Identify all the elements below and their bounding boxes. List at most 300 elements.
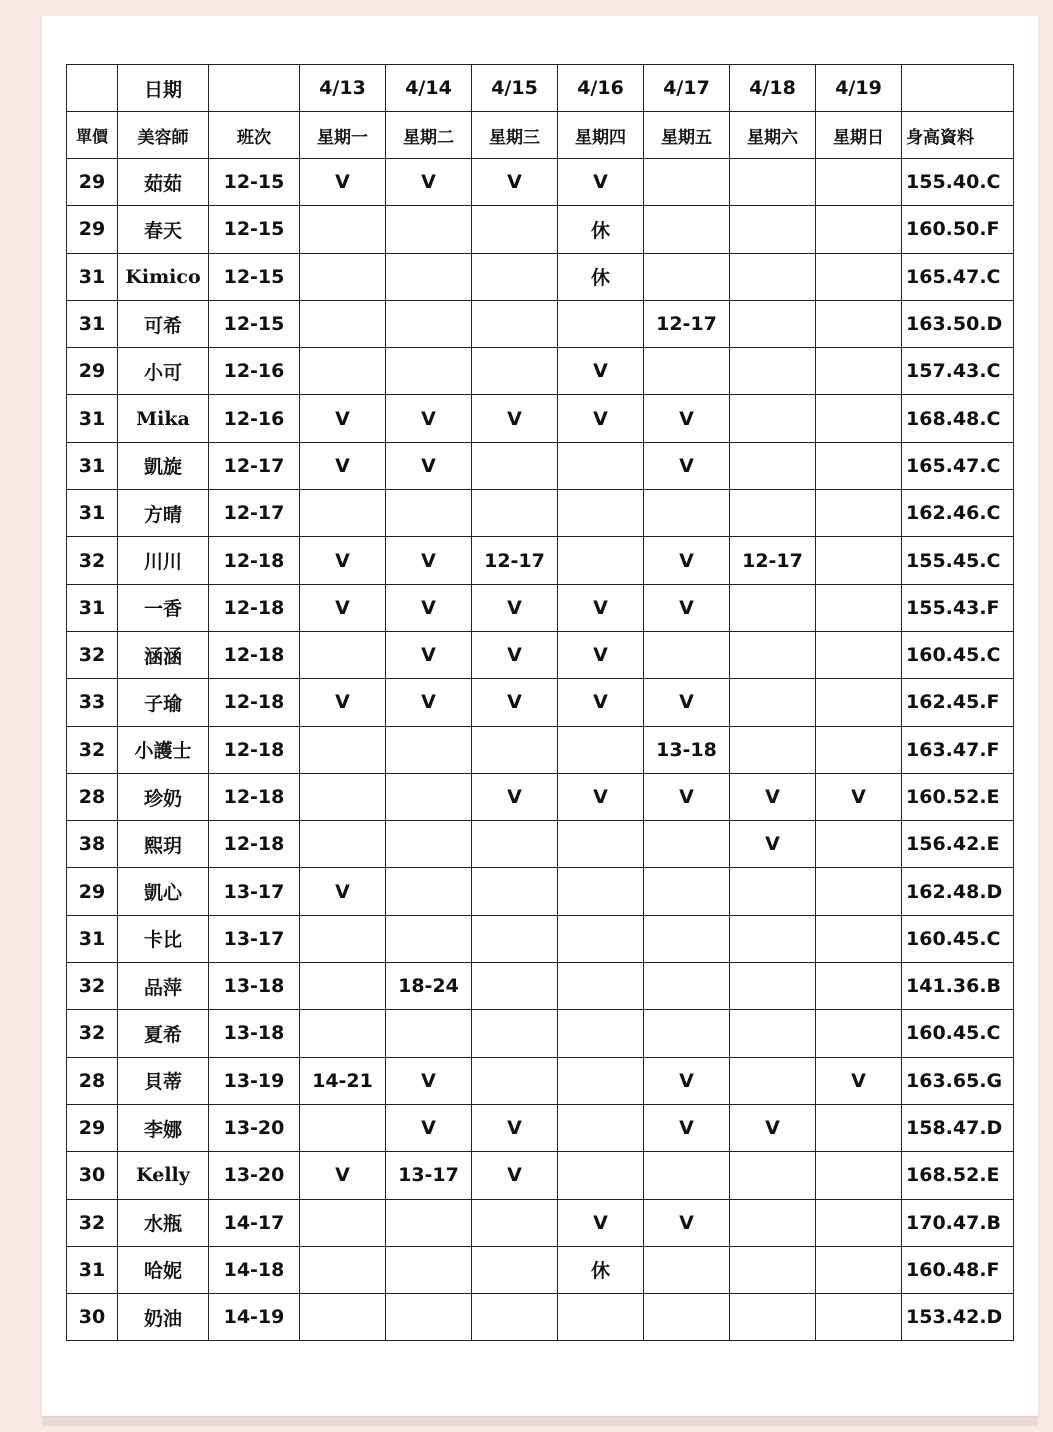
table-row	[67, 1294, 1014, 1341]
day-cell	[816, 348, 902, 395]
day-cell	[472, 490, 558, 537]
day-cell: V	[300, 159, 386, 206]
day-cell	[816, 395, 902, 442]
header-blank-cell	[902, 65, 1014, 112]
day-cell	[558, 490, 644, 537]
table-row	[67, 1199, 1014, 1246]
stylist-name-cell: Kelly	[118, 1152, 209, 1199]
day-cell	[730, 726, 816, 773]
day-cell	[386, 726, 472, 773]
stylist-name-cell: 可希	[118, 300, 209, 347]
day-cell	[644, 490, 730, 537]
day-cell	[730, 868, 816, 915]
day-cell: V	[644, 537, 730, 584]
day-cell: V	[644, 773, 730, 820]
day-cell	[300, 490, 386, 537]
date-header-saturday: 4/18	[730, 65, 816, 112]
day-cell	[730, 300, 816, 347]
price-cell: 29	[67, 206, 118, 253]
day-cell: V	[472, 584, 558, 631]
day-cell	[816, 679, 902, 726]
day-cell: 13-18	[644, 726, 730, 773]
day-cell: V	[472, 1152, 558, 1199]
day-cell: V	[472, 631, 558, 678]
day-cell	[300, 1246, 386, 1293]
day-cell	[386, 348, 472, 395]
day-cell	[300, 348, 386, 395]
day-cell: V	[558, 348, 644, 395]
height-cell: 158.47.D	[902, 1104, 1014, 1151]
day-cell	[730, 584, 816, 631]
day-cell	[472, 1010, 558, 1057]
date-header-sunday: 4/19	[816, 65, 902, 112]
shift-cell: 12-18	[209, 679, 300, 726]
day-cell	[730, 253, 816, 300]
day-cell	[644, 915, 730, 962]
table-row	[67, 206, 1014, 253]
height-cell: 162.45.F	[902, 679, 1014, 726]
day-cell	[386, 1199, 472, 1246]
day-cell	[644, 1246, 730, 1293]
stylist-name-cell: 茹茹	[118, 159, 209, 206]
price-cell: 31	[67, 253, 118, 300]
day-cell	[644, 206, 730, 253]
day-cell	[472, 821, 558, 868]
height-cell: 168.52.E	[902, 1152, 1014, 1199]
height-cell: 155.43.F	[902, 584, 1014, 631]
stylist-name-cell: 一香	[118, 584, 209, 631]
table-row	[67, 915, 1014, 962]
day-cell: V	[730, 821, 816, 868]
day-cell: V	[300, 442, 386, 489]
price-cell: 29	[67, 348, 118, 395]
day-cell: V	[644, 1199, 730, 1246]
date-header: 4/13	[300, 65, 386, 112]
price-cell: 29	[67, 1104, 118, 1151]
day-cell: V	[644, 679, 730, 726]
day-cell	[816, 584, 902, 631]
day-cell: V	[558, 395, 644, 442]
day-cell	[300, 1294, 386, 1341]
day-cell: V	[300, 868, 386, 915]
date-header: 4/15	[472, 65, 558, 112]
price-cell: 31	[67, 584, 118, 631]
day-cell: V	[558, 584, 644, 631]
day-cell	[644, 1294, 730, 1341]
day-cell: V	[386, 395, 472, 442]
height-cell: 168.48.C	[902, 395, 1014, 442]
header-blank-cell	[209, 65, 300, 112]
day-cell: V	[472, 395, 558, 442]
date-label: 日期	[118, 65, 209, 112]
day-cell	[816, 915, 902, 962]
table-row	[67, 1057, 1014, 1104]
day-cell: 14-21	[300, 1057, 386, 1104]
day-cell	[730, 1152, 816, 1199]
weekday-header-saturday: 星期六	[730, 112, 816, 159]
height-header: 身高資料	[902, 112, 1014, 159]
stylist-name-cell: 李娜	[118, 1104, 209, 1151]
height-cell: 155.40.C	[902, 159, 1014, 206]
date-header: 4/14	[386, 65, 472, 112]
day-cell	[386, 490, 472, 537]
day-cell	[472, 868, 558, 915]
day-cell	[300, 1010, 386, 1057]
table-row	[67, 395, 1014, 442]
day-cell	[816, 253, 902, 300]
table-row	[67, 773, 1014, 820]
day-cell	[816, 726, 902, 773]
height-cell: 160.50.F	[902, 206, 1014, 253]
day-cell	[386, 821, 472, 868]
day-cell	[472, 1294, 558, 1341]
schedule-body	[67, 65, 1014, 1341]
height-cell: 163.47.F	[902, 726, 1014, 773]
shift-cell: 13-20	[209, 1152, 300, 1199]
shift-cell: 12-15	[209, 300, 300, 347]
weekday-header: 星期五	[644, 112, 730, 159]
price-cell: 32	[67, 1199, 118, 1246]
shift-cell: 12-18	[209, 631, 300, 678]
height-cell: 163.65.G	[902, 1057, 1014, 1104]
day-cell	[472, 300, 558, 347]
price-cell: 30	[67, 1152, 118, 1199]
day-cell	[558, 726, 644, 773]
price-cell: 32	[67, 537, 118, 584]
day-cell	[816, 1104, 902, 1151]
stylist-name-cell: 凱心	[118, 868, 209, 915]
day-cell: V	[558, 773, 644, 820]
day-cell	[472, 963, 558, 1010]
height-cell: 162.46.C	[902, 490, 1014, 537]
price-cell: 31	[67, 300, 118, 347]
price-cell: 30	[67, 1294, 118, 1341]
height-cell: 160.45.C	[902, 1010, 1014, 1057]
day-cell	[558, 915, 644, 962]
table-row	[67, 348, 1014, 395]
day-cell	[558, 1104, 644, 1151]
day-cell	[386, 1246, 472, 1293]
stylist-name-cell: 熙玥	[118, 821, 209, 868]
day-cell	[816, 1246, 902, 1293]
day-cell	[816, 442, 902, 489]
day-cell: 12-17	[644, 300, 730, 347]
schedule-table	[66, 64, 1014, 1341]
stylist-name-cell: 品萍	[118, 963, 209, 1010]
day-cell	[300, 1199, 386, 1246]
day-cell: V	[472, 679, 558, 726]
day-cell	[300, 821, 386, 868]
height-cell: 156.42.E	[902, 821, 1014, 868]
table-row	[67, 1010, 1014, 1057]
day-cell: V	[816, 773, 902, 820]
shift-header: 班次	[209, 112, 300, 159]
day-cell: V	[644, 395, 730, 442]
weekday-header-row	[67, 112, 1014, 159]
day-cell	[386, 773, 472, 820]
day-cell	[644, 963, 730, 1010]
day-cell	[816, 1199, 902, 1246]
table-row	[67, 631, 1014, 678]
table-row	[67, 490, 1014, 537]
day-cell	[730, 679, 816, 726]
day-cell	[300, 915, 386, 962]
stylist-name-cell: 凱旋	[118, 442, 209, 489]
day-cell	[472, 442, 558, 489]
table-row	[67, 1246, 1014, 1293]
day-cell	[472, 1246, 558, 1293]
day-cell	[386, 206, 472, 253]
stylist-name-cell: 方晴	[118, 490, 209, 537]
shift-cell: 12-18	[209, 773, 300, 820]
price-cell: 32	[67, 963, 118, 1010]
table-row	[67, 537, 1014, 584]
day-cell	[472, 915, 558, 962]
shift-cell: 13-17	[209, 915, 300, 962]
day-cell	[472, 726, 558, 773]
day-cell	[816, 631, 902, 678]
date-header: 4/16	[558, 65, 644, 112]
price-header: 單價	[67, 112, 118, 159]
stylist-name-cell: 水瓶	[118, 1199, 209, 1246]
price-cell: 38	[67, 821, 118, 868]
day-cell	[386, 1294, 472, 1341]
day-cell	[644, 868, 730, 915]
shift-cell: 12-18	[209, 726, 300, 773]
day-cell: V	[300, 584, 386, 631]
height-cell: 165.47.C	[902, 442, 1014, 489]
height-cell: 160.52.E	[902, 773, 1014, 820]
table-row	[67, 159, 1014, 206]
day-cell	[558, 868, 644, 915]
table-row	[67, 868, 1014, 915]
day-cell: 18-24	[386, 963, 472, 1010]
stylist-name-cell: 川川	[118, 537, 209, 584]
day-cell: 12-17	[730, 537, 816, 584]
day-cell	[816, 868, 902, 915]
day-cell	[558, 1010, 644, 1057]
stylist-name-cell: 子瑜	[118, 679, 209, 726]
price-cell: 28	[67, 773, 118, 820]
day-cell	[730, 1010, 816, 1057]
day-cell: V	[300, 679, 386, 726]
height-cell: 160.45.C	[902, 915, 1014, 962]
day-cell	[730, 348, 816, 395]
height-cell: 165.47.C	[902, 253, 1014, 300]
day-cell: V	[300, 1152, 386, 1199]
day-cell: V	[386, 442, 472, 489]
day-cell	[386, 253, 472, 300]
day-cell: V	[300, 537, 386, 584]
table-row	[67, 442, 1014, 489]
stylist-name-cell: 哈妮	[118, 1246, 209, 1293]
shift-cell: 12-16	[209, 395, 300, 442]
day-cell	[730, 159, 816, 206]
day-cell: V	[300, 395, 386, 442]
day-cell: V	[644, 1057, 730, 1104]
weekday-header: 星期二	[386, 112, 472, 159]
day-cell	[300, 631, 386, 678]
day-cell: V	[472, 159, 558, 206]
shift-cell: 14-18	[209, 1246, 300, 1293]
weekday-header: 星期四	[558, 112, 644, 159]
day-cell	[730, 442, 816, 489]
sheet-shadow-bar	[42, 1418, 1038, 1426]
day-cell: V	[730, 1104, 816, 1151]
day-cell: V	[644, 1104, 730, 1151]
height-cell: 170.47.B	[902, 1199, 1014, 1246]
price-cell: 31	[67, 490, 118, 537]
day-cell: V	[386, 1104, 472, 1151]
height-cell: 153.42.D	[902, 1294, 1014, 1341]
height-cell: 160.45.C	[902, 631, 1014, 678]
header-blank-cell	[67, 65, 118, 112]
shift-cell: 12-18	[209, 537, 300, 584]
day-cell	[386, 915, 472, 962]
price-cell: 32	[67, 631, 118, 678]
day-cell: V	[386, 537, 472, 584]
day-cell	[300, 1104, 386, 1151]
price-cell: 33	[67, 679, 118, 726]
day-cell	[816, 300, 902, 347]
height-cell: 162.48.D	[902, 868, 1014, 915]
day-cell	[730, 206, 816, 253]
day-cell	[300, 773, 386, 820]
table-row	[67, 679, 1014, 726]
day-cell	[730, 631, 816, 678]
day-cell	[644, 1152, 730, 1199]
day-cell	[816, 206, 902, 253]
day-cell: V	[558, 679, 644, 726]
price-cell: 32	[67, 1010, 118, 1057]
day-cell	[816, 1294, 902, 1341]
shift-cell: 14-17	[209, 1199, 300, 1246]
stylist-name-cell: 卡比	[118, 915, 209, 962]
day-cell	[472, 206, 558, 253]
day-cell: V	[386, 631, 472, 678]
shift-cell: 13-20	[209, 1104, 300, 1151]
height-cell: 160.48.F	[902, 1246, 1014, 1293]
day-cell	[386, 1010, 472, 1057]
day-cell	[644, 1010, 730, 1057]
day-cell: V	[558, 159, 644, 206]
shift-cell: 13-19	[209, 1057, 300, 1104]
stylist-name-cell: 涵涵	[118, 631, 209, 678]
day-cell	[558, 821, 644, 868]
day-cell	[386, 868, 472, 915]
day-cell	[730, 1199, 816, 1246]
day-cell	[816, 1152, 902, 1199]
day-cell: V	[386, 1057, 472, 1104]
price-cell: 31	[67, 442, 118, 489]
day-off-cell: 休	[558, 206, 644, 253]
day-cell	[816, 159, 902, 206]
day-cell	[300, 726, 386, 773]
day-cell	[386, 300, 472, 347]
day-cell	[730, 395, 816, 442]
shift-cell: 12-17	[209, 442, 300, 489]
day-cell	[644, 159, 730, 206]
shift-cell: 12-18	[209, 821, 300, 868]
day-cell	[644, 348, 730, 395]
weekday-header: 星期一	[300, 112, 386, 159]
weekday-header: 星期三	[472, 112, 558, 159]
weekday-header-sunday: 星期日	[816, 112, 902, 159]
day-cell	[730, 490, 816, 537]
day-cell	[816, 963, 902, 1010]
day-cell	[816, 490, 902, 537]
day-cell	[558, 300, 644, 347]
shift-cell: 12-16	[209, 348, 300, 395]
day-cell	[300, 300, 386, 347]
price-cell: 32	[67, 726, 118, 773]
day-cell	[730, 915, 816, 962]
price-cell: 28	[67, 1057, 118, 1104]
day-cell	[730, 1057, 816, 1104]
stylist-name-cell: Kimico	[118, 253, 209, 300]
height-cell: 141.36.B	[902, 963, 1014, 1010]
shift-cell: 12-15	[209, 206, 300, 253]
day-cell	[816, 821, 902, 868]
table-row	[67, 1104, 1014, 1151]
day-cell: V	[558, 1199, 644, 1246]
day-cell	[558, 442, 644, 489]
day-cell: 13-17	[386, 1152, 472, 1199]
day-cell: V	[386, 159, 472, 206]
day-cell	[300, 206, 386, 253]
day-cell	[558, 963, 644, 1010]
price-cell: 31	[67, 395, 118, 442]
day-cell: V	[472, 773, 558, 820]
table-row	[67, 584, 1014, 631]
stylist-name-cell: 夏希	[118, 1010, 209, 1057]
date-header-row	[67, 65, 1014, 112]
day-cell: V	[386, 584, 472, 631]
day-cell	[730, 963, 816, 1010]
shift-cell: 13-18	[209, 963, 300, 1010]
stylist-name-cell: 珍奶	[118, 773, 209, 820]
day-cell	[730, 1294, 816, 1341]
day-cell	[558, 537, 644, 584]
day-cell	[816, 1010, 902, 1057]
day-cell: V	[558, 631, 644, 678]
day-cell	[300, 963, 386, 1010]
price-cell: 29	[67, 159, 118, 206]
table-row	[67, 726, 1014, 773]
shift-cell: 12-18	[209, 584, 300, 631]
stylist-name-cell: 貝蒂	[118, 1057, 209, 1104]
stylist-header: 美容師	[118, 112, 209, 159]
day-cell	[558, 1057, 644, 1104]
day-off-cell: 休	[558, 253, 644, 300]
day-cell: V	[644, 442, 730, 489]
day-cell: V	[644, 584, 730, 631]
day-cell: V	[472, 1104, 558, 1151]
day-cell: V	[730, 773, 816, 820]
day-cell	[730, 1246, 816, 1293]
day-cell: 12-17	[472, 537, 558, 584]
shift-cell: 12-15	[209, 159, 300, 206]
table-row	[67, 253, 1014, 300]
table-row	[67, 821, 1014, 868]
height-cell: 163.50.D	[902, 300, 1014, 347]
price-cell: 31	[67, 1246, 118, 1293]
day-cell	[472, 253, 558, 300]
table-row	[67, 963, 1014, 1010]
table-row	[67, 1152, 1014, 1199]
stylist-name-cell: Mika	[118, 395, 209, 442]
stylist-name-cell: 奶油	[118, 1294, 209, 1341]
